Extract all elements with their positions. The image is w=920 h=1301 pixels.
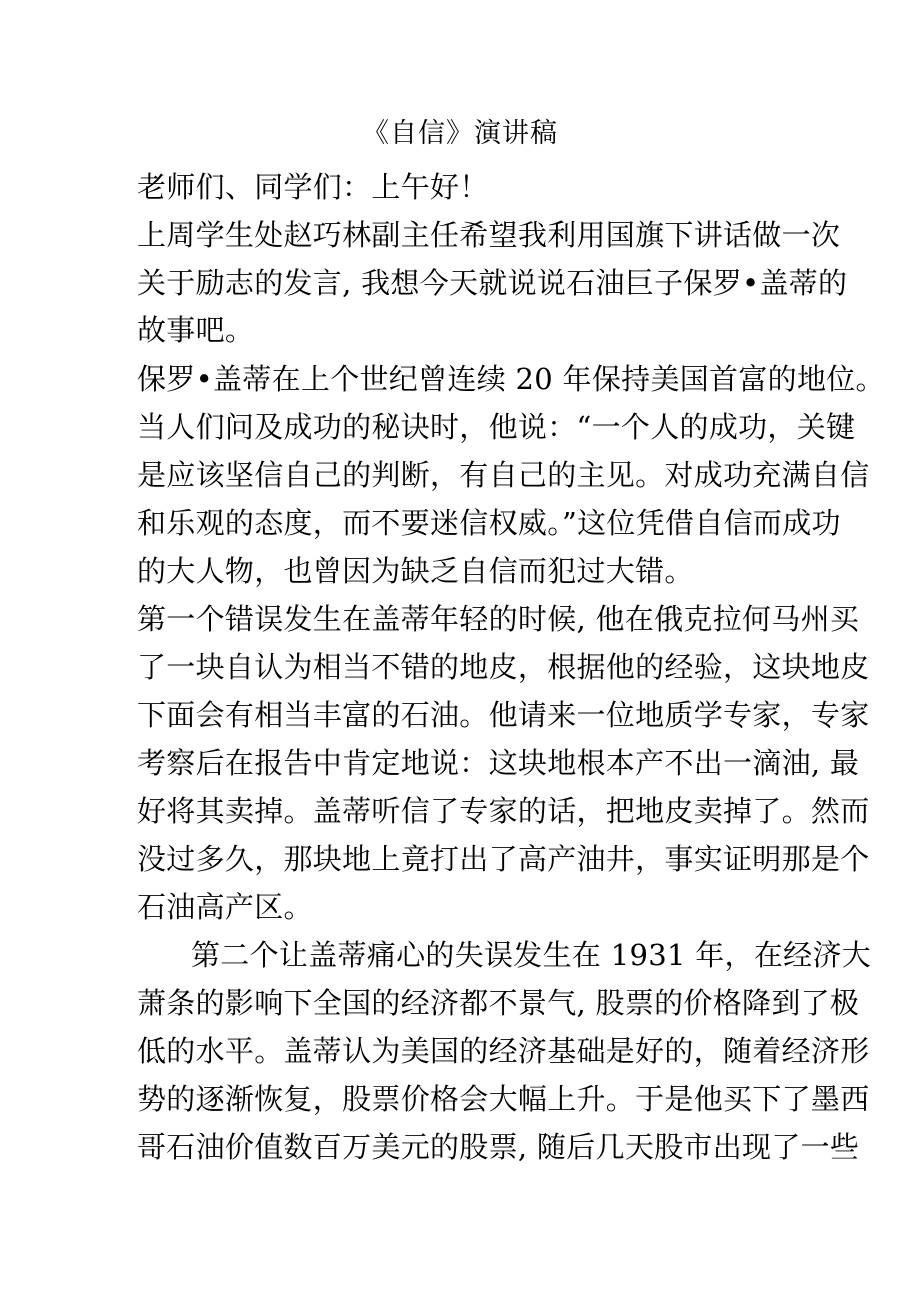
paragraph-line: 第一个错误发生在盖蒂年轻的时候, 他在俄克拉何马州买 (137, 602, 860, 636)
paragraph-line: 考察后在报告中肯定地说：这块地根本产不出一滴油, 最 (137, 746, 860, 780)
paragraph-line: 第二个让盖蒂痛心的失误发生在 1931 年，在经济大 (191, 938, 872, 972)
paragraph-line: 石油高产区。 (137, 890, 313, 924)
paragraph-line: 是应该坚信自己的判断，有自己的主见。对成功充满自信 (137, 458, 870, 492)
paragraph-line: 和乐观的态度，而不要迷信权威。”这位凭借自信而成功 (137, 506, 841, 540)
document-title: 《自信》演讲稿 (362, 118, 558, 149)
paragraph-line: 故事吧。 (137, 313, 255, 347)
paragraph-line: 保罗•盖蒂在上个世纪曾连续 20 年保持美国首富的地位。 (137, 362, 885, 396)
paragraph-line: 萧条的影响下全国的经济都不景气, 股票的价格降到了极 (137, 986, 860, 1020)
paragraph-line: 关于励志的发言, 我想今天就说说石油巨子保罗•盖蒂的 (137, 266, 848, 300)
paragraph-line: 下面会有相当丰富的石油。他请来一位地质学专家，专家 (137, 698, 870, 732)
paragraph-line: 当人们问及成功的秘诀时，他说：“一个人的成功，关键 (137, 410, 856, 444)
paragraph-line: 低的水平。盖蒂认为美国的经济基础是好的，随着经济形 (137, 1034, 870, 1068)
paragraph-line: 上周学生处赵巧林副主任希望我利用国旗下讲话做一次 (137, 218, 841, 252)
paragraph-line: 哥石油价值数百万美元的股票, 随后几天股市出现了一些 (137, 1130, 860, 1164)
paragraph-line: 没过多久，那块地上竟打出了高产油井，事实证明那是个 (137, 842, 870, 876)
paragraph-line: 老师们、同学们：上午好！ (137, 170, 489, 204)
paragraph-line: 的大人物，也曾因为缺乏自信而犯过大错。 (137, 554, 694, 588)
paragraph-line: 好将其卖掉。盖蒂听信了专家的话，把地皮卖掉了。然而 (137, 794, 870, 828)
paragraph-line: 势的逐渐恢复，股票价格会大幅上升。于是他买下了墨西 (137, 1082, 870, 1116)
paragraph-line: 了一块自认为相当不错的地皮，根据他的经验，这块地皮 (137, 650, 870, 684)
